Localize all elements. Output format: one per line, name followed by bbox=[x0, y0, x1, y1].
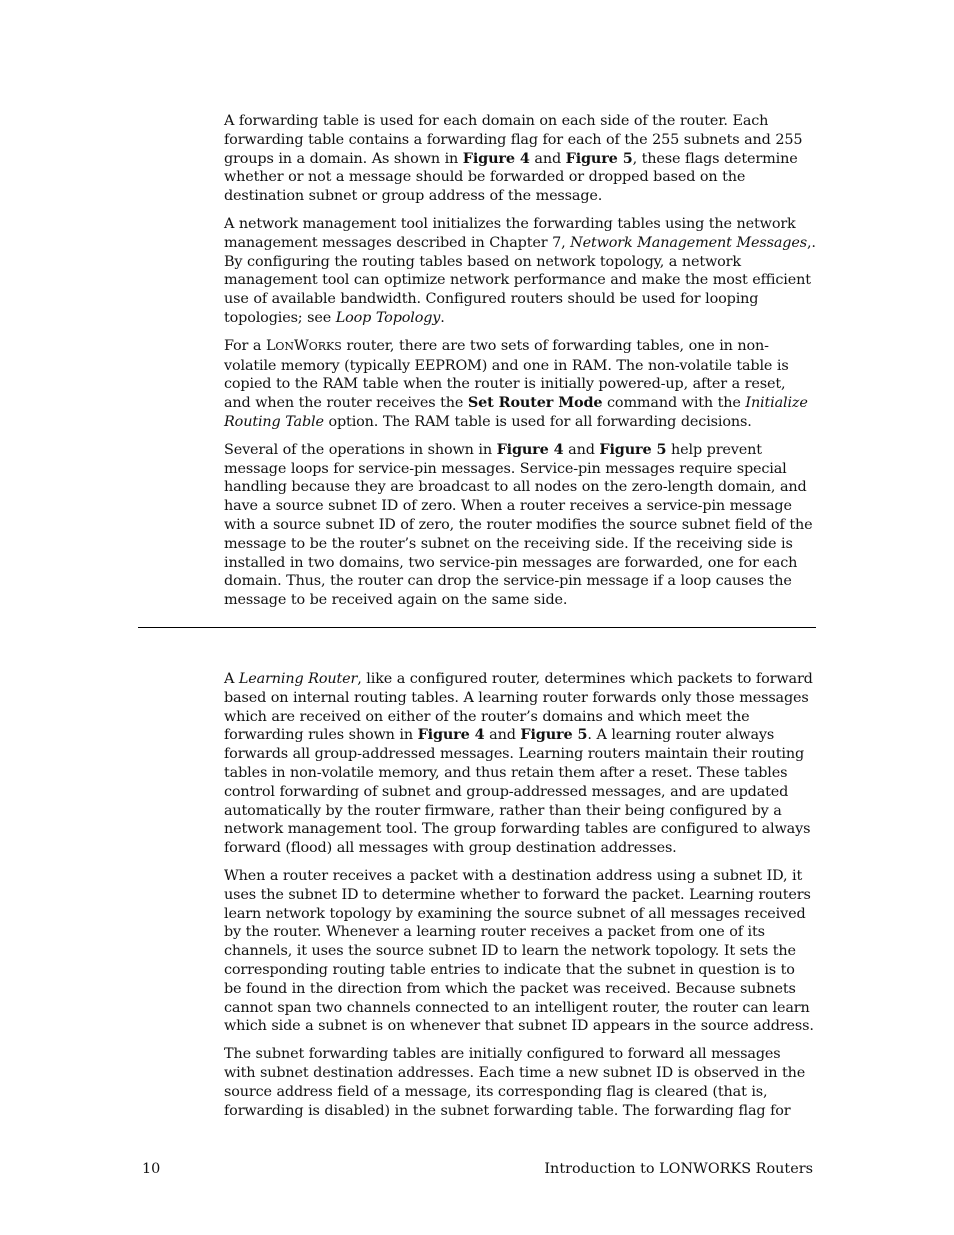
initialize-routing-table-option: Initialize Routing Table bbox=[224, 395, 808, 430]
paragraph-forwarding-table bbox=[224, 112, 816, 206]
text-run: . bbox=[440, 309, 445, 326]
text-run: , these flags determine whether or not a message should be forwarded or dropped based on the destination subnet or group address of the message. bbox=[224, 150, 798, 205]
text-run: help prevent message loops for service-pin messages. Service-pin messages require special handling because they are broadcast to all nodes on the zero-length domain, and have a source subnet ID of zero. When a router receives a service-pin message with a source subnet ID of zero, the router modifies the source subnet field of the message to be the router’s subnet on the receiving side. If the receiving side is installed in two domains, two service-pin messages are forwarded, one for each domain. Thus, the router can drop the service-pin message if a loop causes the message to be received again on the same side. bbox=[224, 441, 813, 609]
set-router-mode-command: Set Router Mode bbox=[467, 394, 603, 412]
text-run: A forwarding table is used for each domain on each side of the router. Each forwarding table contains a forwarding flag for each of the 255 subnets and 255 groups in a domain. As shown in bbox=[224, 113, 803, 167]
text-run: For a L bbox=[224, 337, 276, 354]
paragraph-subnet-forwarding-tables bbox=[224, 1045, 816, 1120]
loop-topology-reference: Loop Topology bbox=[335, 309, 441, 326]
text-run: command with the bbox=[602, 395, 746, 412]
text-run: option. The RAM table is used for all forwarding decisions. bbox=[323, 413, 752, 430]
page-number: 10 bbox=[142, 1161, 161, 1177]
text-run: , like a configured router, determines which packets to forward based on internal routing tables. A learning router forwards only those messages which are received on either of the router’s domains and which meet the forwarding rules shown in bbox=[224, 671, 813, 744]
chapter-title-reference: Network Management Messages bbox=[570, 234, 807, 251]
section-configured-forwarding bbox=[224, 112, 816, 619]
text-run: . A learning router always forwards all group-addressed messages. Learning routers maintain their routing tables in non-volatile memory, and thus retain them after a reset. These tables control forwarding of subnet and group-addressed messages, and are updated automatically by the router firmware, rather than their being configured by a network management tool. The group forwarding tables are configured to always forward (flood) all messages with group destination addresses. bbox=[224, 727, 811, 857]
small-caps-run: ORKS bbox=[308, 339, 342, 353]
section-learning-router bbox=[224, 670, 816, 1129]
text-run: The subnet forwarding tables are initially configured to forward all messages with subnet destination addresses. Each time a new subnet ID is observed in the source address field of a message, its corresponding flag is cleared (that is, forwarding is disabled) in the subnet forwarding table. The forwarding flag for bbox=[224, 1046, 806, 1119]
paragraph-network-management bbox=[224, 215, 816, 328]
figure-5-reference: Figure 5 bbox=[599, 440, 667, 458]
paragraph-lonworks-tables bbox=[224, 337, 816, 432]
paragraph-subnet-learning bbox=[224, 867, 816, 1036]
figure-4-reference: Figure 4 bbox=[462, 149, 530, 167]
small-caps-run: ON bbox=[275, 339, 295, 353]
text-run: W bbox=[294, 337, 309, 354]
text-run: ,. By configuring the routing tables based on network topology, a network management tool can optimize network performance and make the most efficient use of available bandwidth. Configured routers should be used for looping topologies; see bbox=[224, 234, 816, 326]
learning-router-term: Learning Router bbox=[238, 671, 358, 687]
text-run: and bbox=[529, 150, 566, 167]
text-run: A network management tool initializes the forwarding tables using the network management messages described in Chapter 7, bbox=[224, 215, 796, 251]
text-run: and bbox=[484, 727, 521, 744]
text-run: Several of the operations in shown in bbox=[224, 441, 497, 458]
text-run: A bbox=[224, 671, 239, 687]
text-run: and bbox=[563, 441, 600, 458]
running-footer-title: Introduction to LONWORKS Routers bbox=[544, 1161, 813, 1177]
figure-4-reference: Figure 4 bbox=[496, 440, 564, 458]
figure-5-reference: Figure 5 bbox=[520, 726, 588, 744]
text-run: When a router receives a packet with a destination address using a subnet ID, it uses the subnet ID to determine whether to forward the packet. Learning routers learn network topology by examining the source subnet of all messages received by the router. Whenever a learning router receives a packet from one of its channels, it uses the source subnet ID to learn the network topology. It sets the corresponding routing table entries to indicate that the subnet in question is to be found in the direction from which the packet was received. Because subnets cannot span two channels connected to an intelligent router, the router can learn which side a subnet is on whenever that subnet ID appears in the source address. bbox=[224, 867, 814, 1035]
text-run: router, there are two sets of forwarding tables, one in non-volatile memory (typically EEPROM) and one in RAM. The non-volatile table is copied to the RAM table when the router is initially powered-up, after a reset, and when the router receives the bbox=[224, 337, 789, 412]
figure-4-reference: Figure 4 bbox=[417, 726, 485, 744]
paragraph-service-pin bbox=[224, 441, 816, 610]
figure-5-reference: Figure 5 bbox=[565, 149, 633, 167]
paragraph-learning-router bbox=[224, 670, 816, 858]
section-divider bbox=[138, 627, 816, 628]
